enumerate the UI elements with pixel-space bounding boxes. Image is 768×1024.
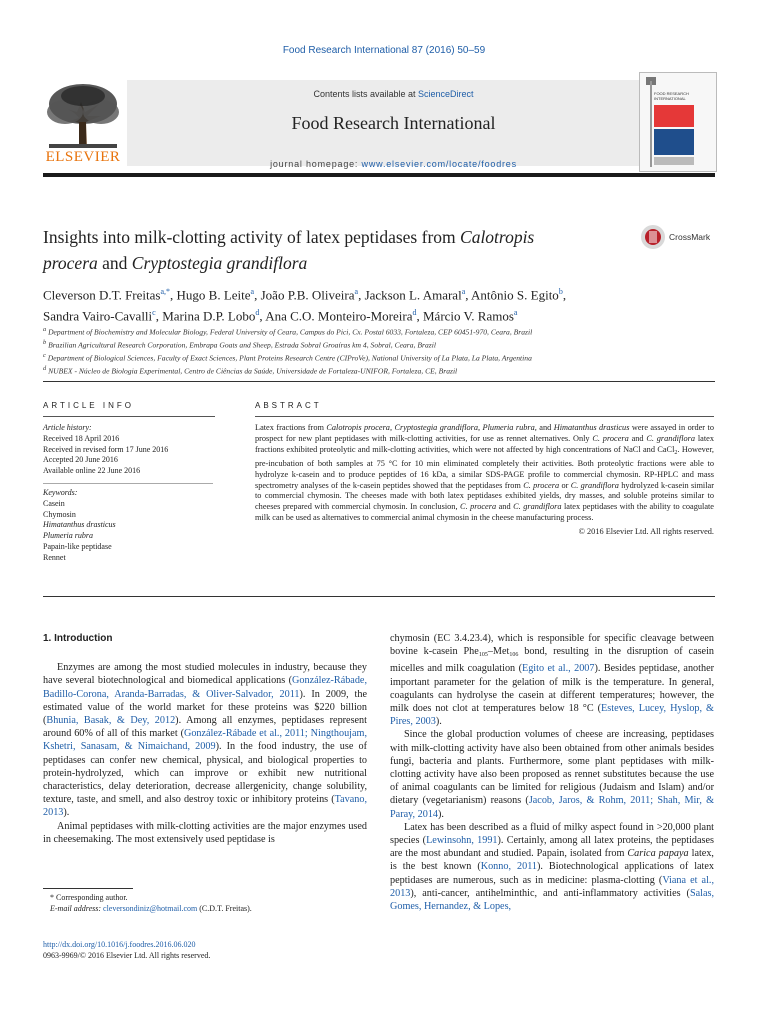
section-rule xyxy=(43,381,715,382)
author-affiliation-mark[interactable]: a xyxy=(461,287,466,296)
paragraph xyxy=(390,632,714,728)
cover-grey-block xyxy=(654,157,694,165)
text-fragment: Since the global production volumes of cheese are increasing, peptidases with milk-clotting activity have also been obtained from other animals besides fungi, bacteria and plants. Furthermore, some plant peptidases with milk-clotting activity have also been proposed as rennet substitutes because the use of animal coagulants can be limited for religious (Judaism and Islam) and/or dietary (vegetarianism) reasons ( xyxy=(390,729,714,807)
crossmark-label: CrossMark xyxy=(669,232,711,242)
crossmark-badge[interactable] xyxy=(640,224,720,250)
abstract-fragment: Latex fractions from xyxy=(255,423,327,432)
affiliation-key: c xyxy=(43,352,46,360)
abstract-fragment: hydrolyzed k-casein similar to commercial chymosin. The cheeses made with both latex peptidases exhibited yields, dry masses, and soluble proteins similar to cheeses prepared with commercial chymosin. In conclusion, xyxy=(255,480,714,512)
abstract-rule xyxy=(255,416,714,417)
article-info-rule xyxy=(43,416,215,417)
abstract-fragment: and xyxy=(496,502,514,512)
footnote-rule xyxy=(43,888,133,889)
species-name: C. procera xyxy=(592,433,629,443)
history-item: Received 18 April 2016 xyxy=(43,433,120,443)
body-rule xyxy=(43,596,715,597)
author-name[interactable]: Cleverson D.T. Freitas xyxy=(43,287,161,303)
citation-link[interactable]: Esteves, Lucey, Hyslop, & Pires, 2003 xyxy=(390,703,714,728)
journal-citation[interactable]: Food Research International 87 (2016) 50–59 xyxy=(282,45,486,56)
citation-link[interactable]: Tavano, 2013 xyxy=(43,794,367,819)
doi-link[interactable]: http://dx.doi.org/10.1016/j.foodres.2016.06.020 xyxy=(43,940,196,949)
contents-prefix: Contents lists available at xyxy=(313,89,419,99)
abstract-fragment: . However, pre-incubation of both samples at 75 °C for 10 min eliminated completely their activities. Both proteolytic fractions were able to hydrolyze k-casein and to produce peptides of 16 kDa, a similar SDS-PAGE profile to commercial chymosin. RP-HPLC and mass spectrometry analyses of the k-casein peptides showed that the peptidases from xyxy=(255,444,714,490)
text-fragment: ). Besides peptidase, another important parameter for the gelation of milk is the temperature. In general, coagulants can hydrolyse the casein at different temperatures; however, the milk does not clot at temperatures below 18 °C ( xyxy=(390,663,714,715)
species-name: C. grandiflora xyxy=(513,502,562,512)
cover-blue-block xyxy=(654,129,694,155)
corresponding-label: Corresponding author. xyxy=(56,893,128,902)
article-title xyxy=(43,224,633,276)
abstract-fragment: latex peptidases with the ability to coagulate milk can be used as alternatives to commercial animal chymosin in the cheese manufacturing process. xyxy=(255,502,714,523)
citation-link[interactable]: Bhunia, Basak, & Dey, 2012 xyxy=(46,715,176,727)
corresponding-note xyxy=(50,893,370,904)
paragraph xyxy=(390,821,714,913)
text-fragment: ). xyxy=(435,716,442,728)
text-fragment: ). In 2009, the estimated value of the world market for these proteins was $220 billion ( xyxy=(43,688,367,727)
cover-title: FOOD RESEARCH INTERNATIONAL xyxy=(654,91,689,101)
cover-red-block xyxy=(654,105,694,127)
text-fragment: ). xyxy=(438,808,444,820)
species-name: C. procera xyxy=(460,502,497,512)
keyword-item: Plumeria rubra xyxy=(43,531,93,541)
affiliation-text: Brazilian Agricultural Research Corporation, Embrapa Goats and Sheep, Estrada Sobral Groaíras km 4, Sobral, Ceara, Brazil xyxy=(48,340,436,350)
author-affiliation-mark[interactable]: a,* xyxy=(160,287,171,296)
author-name[interactable]: Antônio S. Egito xyxy=(471,287,559,303)
keyword-item: Rennet xyxy=(43,552,66,562)
history-label: Article history: xyxy=(43,423,92,432)
section-heading: 1. Introduction xyxy=(43,633,113,644)
author-affiliation-mark[interactable]: a xyxy=(354,287,359,296)
title-species: Cryptostegia grandiflora xyxy=(131,253,308,273)
abstract-fragment: and xyxy=(536,423,554,432)
author-affiliation-mark[interactable]: c xyxy=(152,308,156,318)
paragraph xyxy=(390,728,714,820)
citation-link[interactable]: Lewinsohn, 1991 xyxy=(426,835,498,847)
homepage-prefix: journal homepage: xyxy=(270,159,362,169)
citation-link[interactable]: González-Rábade, Badillo-Corona, Aranda-Barradas, & Oliver-Salvador, 2011 xyxy=(43,675,367,700)
affiliation-key: a xyxy=(43,326,47,333)
citation-link[interactable]: Salas, Gomes, Hernandez, & Lopes, xyxy=(390,887,714,913)
abstract-copyright: © 2016 Elsevier Ltd. All rights reserved. xyxy=(578,527,714,537)
journal-homepage xyxy=(127,159,660,169)
author-separator: , xyxy=(170,287,177,303)
species-name: Calotropis procera, Cryptostegia grandiflora, Plumeria rubra, xyxy=(326,423,537,432)
keyword-item: Papain-like peptidase xyxy=(43,541,112,551)
text-fragment: Enzymes are among the most studied molecules in industry, because they have several biotechnological and biomedical applications ( xyxy=(43,662,367,687)
contents-line xyxy=(127,89,660,99)
asterisk-mark: * xyxy=(50,893,56,902)
body-left-column xyxy=(43,632,367,846)
issn-line: 0963-9969/© 2016 Elsevier Ltd. All rights reserved. xyxy=(43,950,211,960)
species-name: Himatanthus drasticus xyxy=(553,423,630,432)
title-part: Insights into milk-clotting activity of latex peptidases from xyxy=(43,227,461,247)
author-name[interactable]: João P.B. Oliveira xyxy=(260,287,355,303)
publisher-logo-text[interactable]: ELSEVIER xyxy=(45,149,121,165)
author-list xyxy=(43,283,723,326)
text-fragment: ). In the food industry, the use of peptidases can confer new chemical, physical, and biological properties to protein-hydrolyzed, which can improve or exhibit new nutritional characteristics, delay deterioration, decrease allergenicity, change solubility, texture, taste, and smell, and also destroy toxic or inhibitory proteins ( xyxy=(43,741,367,806)
abstract-fragment: were assayed in order to prospect for new plant peptidases with milk-clotting activities, for use as rennet alternatives. Only xyxy=(255,423,714,443)
keywords-label: Keywords: xyxy=(43,487,78,497)
subscript: 2 xyxy=(674,449,678,456)
crossmark-icon xyxy=(640,224,666,250)
email-label: E-mail address: xyxy=(50,903,104,913)
author-affiliation-mark[interactable]: d xyxy=(255,308,260,318)
keyword-item: Chymosin xyxy=(43,509,76,519)
text-fragment: bond, resulting in the disruption of casein micelles and milk coagulation ( xyxy=(390,646,715,675)
author-affiliation-mark[interactable]: a xyxy=(513,308,518,318)
author-separator: , xyxy=(358,287,365,303)
footnotes xyxy=(50,893,370,914)
citation-link[interactable]: Viana et al., 2013 xyxy=(390,874,714,899)
history-item: Accepted 20 June 2016 xyxy=(43,455,118,465)
subscript: 106 xyxy=(509,652,519,659)
subscript: 105 xyxy=(478,652,488,659)
affiliation-item xyxy=(43,351,723,364)
journal-title: Food Research International xyxy=(291,113,496,133)
journal-cover-thumbnail[interactable] xyxy=(639,72,717,172)
cover-stripe xyxy=(650,81,652,167)
abstract-fragment: latex fractions exhibited proteolytic and milk-clotting activities, which were not affected by high concentrations of NaCl and CaCl xyxy=(255,433,714,454)
keyword-item: Casein xyxy=(43,498,65,508)
author-separator: , xyxy=(465,287,472,303)
paragraph xyxy=(43,661,367,819)
citation-link[interactable]: Jacob, Jaros, & Rohm, 2011; Shah, Mir, & Paray, 2014 xyxy=(390,795,715,820)
publication-info xyxy=(43,940,363,961)
article-info xyxy=(43,423,213,564)
affiliation-text: Department of Biological Sciences, Faculty of Exact Sciences, Plant Proteins Research Centre (CIProVe), National University of La Plata, La Plata, Argentina xyxy=(47,353,532,363)
author-separator: , xyxy=(259,308,266,324)
abstract-fragment: or xyxy=(559,480,571,490)
author-name[interactable]: Sandra Vairo-Cavalli xyxy=(43,308,153,324)
title-species: Calotropis xyxy=(460,227,535,247)
affiliation-key: d xyxy=(43,365,47,373)
citation-link[interactable]: Egito et al., 2007 xyxy=(521,663,595,675)
keywords-rule xyxy=(43,483,213,484)
journal-band xyxy=(127,80,660,169)
email-suffix: (C.D.T. Freitas). xyxy=(197,903,252,913)
text-fragment: ). Certainly, among all latex proteins, the peptidases are the most abundant and studied. Papain, isolated from xyxy=(390,835,714,860)
author-separator: , xyxy=(416,308,423,324)
author-name[interactable]: Marina D.P. Lobo xyxy=(162,308,256,324)
species-name: Carica papaya xyxy=(627,848,689,860)
text-fragment: ), anti-cancer, antihelminthic, and anti-inflammatory activities ( xyxy=(410,887,690,899)
header-rule xyxy=(43,173,715,177)
text-fragment: ). Among all enzymes, peptidases represent around 60% of all of this market ( xyxy=(43,715,367,740)
affiliation-text: Department of Biochemistry and Molecular Biology, Federal University of Ceara, Campus do Pici, Cx. Postal 6033, Fortaleza, CEP 60451-970, Ceara, Brazil xyxy=(48,327,533,337)
affiliation-item xyxy=(43,325,723,338)
journal-header xyxy=(43,72,715,172)
text-fragment: ). xyxy=(63,807,70,819)
author-separator: , xyxy=(254,287,261,303)
author-name[interactable]: Márcio V. Ramos xyxy=(423,308,514,324)
text-fragment: latex, is the best known ( xyxy=(390,848,714,873)
title-part: and xyxy=(97,253,132,273)
author-affiliation-mark[interactable]: b xyxy=(558,287,563,296)
species-name: C. procera xyxy=(523,480,560,490)
text-fragment: Latex has been described as a fluid of milky aspect found in >20,000 plant species ( xyxy=(390,821,714,847)
citation-link[interactable]: González-Rábade et al., 2011; Ningthoujam, Kshetri, Sanasam, & Nimaichand, 2009 xyxy=(43,728,367,753)
author-affiliation-mark[interactable]: d xyxy=(412,308,417,318)
abstract-heading: ABSTRACT xyxy=(255,401,322,410)
paragraph: Animal peptidases with milk-clotting activities are the major enzymes used in cheesemaking. The most extensively used peptidase is xyxy=(43,820,367,845)
abstract-text xyxy=(255,423,714,538)
affiliation-item xyxy=(43,364,723,377)
species-name: C. grandiflora xyxy=(646,433,696,443)
email-note xyxy=(50,904,370,915)
author-name[interactable]: Hugo B. Leite xyxy=(176,287,251,303)
author-affiliation-mark[interactable]: a xyxy=(250,287,255,296)
citation-link[interactable]: Konno, 2011 xyxy=(480,861,537,873)
affiliation-key: b xyxy=(43,339,47,347)
email-link[interactable]: cleversondiniz@hotmail.com xyxy=(103,903,198,913)
author-separator: , xyxy=(155,308,163,324)
text-fragment: ). Biotechnological applications of latex peptidases are numerous, such as in medicine: plasma-clotting ( xyxy=(390,861,714,886)
author-name[interactable]: Jackson L. Amaral xyxy=(364,287,462,303)
sciencedirect-link[interactable]: ScienceDirect xyxy=(418,89,474,99)
history-item: Available online 22 June 2016 xyxy=(43,466,141,476)
title-species: procera xyxy=(43,253,98,273)
author-name[interactable]: Ana C.O. Monteiro-Moreira xyxy=(265,308,413,324)
homepage-link[interactable]: www.elsevier.com/locate/foodres xyxy=(361,159,517,169)
body-right-column xyxy=(390,632,714,913)
affiliation-text: NUBEX - Núcleo de Biologia Experimental, Centro de Ciências da Saúde, Universidade de Fortaleza-UNIFOR, Fortaleza, CE, Brazil xyxy=(48,366,458,376)
text-fragment: –Met xyxy=(487,646,510,658)
affiliation-list xyxy=(43,325,723,377)
author-separator: , xyxy=(562,287,567,303)
affiliation-item xyxy=(43,338,723,351)
history-item: Received in revised form 17 June 2016 xyxy=(43,444,169,454)
species-name: C. grandiflora xyxy=(570,480,619,490)
keyword-item: Himatanthus drasticus xyxy=(43,520,116,530)
article-info-heading: ARTICLE INFO xyxy=(43,401,134,410)
abstract-fragment: and xyxy=(628,433,647,443)
text-fragment: chymosin (EC 3.4.23.4), which is responsible for specific cleavage between bovine k-casein Phe xyxy=(390,633,714,658)
